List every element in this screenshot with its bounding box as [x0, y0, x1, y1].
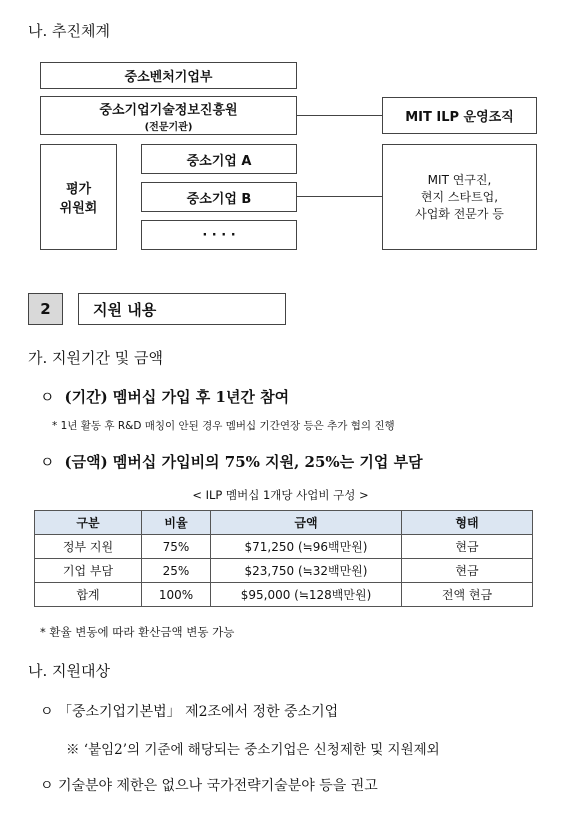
table-caption: < ILP 멤버십 1개당 사업비 구성 > [192, 488, 369, 502]
table-row [35, 583, 533, 607]
target-item-sme-law: ㅇ 「중소기업기본법」 제2조에서 정한 중소기업 [40, 704, 339, 720]
table-row [35, 535, 533, 559]
period-note: * 1년 활동 후 R&D 매칭이 안된 경우 멤버십 기간연장 등은 추가 협의 진행 [52, 420, 395, 432]
section-number-badge: 2 [28, 293, 63, 325]
table-row [35, 559, 533, 583]
org-box-mit-detail: MIT 연구진, 현지 스타트업, 사업화 전문가 등 [382, 144, 537, 250]
bullet: ㅇ [40, 388, 55, 406]
table-cell: 현금 [402, 535, 533, 559]
table-cell: $95,000 (≒128백만원) [211, 583, 402, 607]
connector-companies-detail [297, 196, 382, 197]
section-title-structure: 나. 추진체계 [28, 22, 110, 40]
table-cell: 전액 현금 [402, 583, 533, 607]
org-box-ministry: 중소벤처기업부 [40, 62, 297, 89]
table-cell: $71,250 (≒96백만원) [211, 535, 402, 559]
column-header: 구분 [35, 511, 142, 535]
table-header-row [35, 511, 533, 535]
table-cell: $23,750 (≒32백만원) [211, 559, 402, 583]
org-box-mit: MIT ILP 운영조직 [382, 97, 537, 134]
org-box-company-a: 중소기업 A [141, 144, 297, 174]
connector-agency-mit [297, 115, 382, 116]
section-heading: 지원 내용 [78, 293, 286, 325]
table-cell: 합계 [35, 583, 142, 607]
table-cell: 기업 부담 [35, 559, 142, 583]
column-header: 금액 [211, 511, 402, 535]
subsection-title-target: 나. 지원대상 [28, 662, 110, 680]
budget-table [34, 510, 533, 607]
bullet: ㅇ [40, 453, 55, 471]
org-box-agency: 중소기업기술정보진흥원 (전문기관) [40, 96, 297, 135]
table-cell: 100% [142, 583, 211, 607]
org-box-company-b: 중소기업 B [141, 182, 297, 212]
amount-item: ㅇ (금액) 멤버십 가입비의 75% 지원, 25%는 기업 부담 [40, 453, 423, 471]
column-header: 형태 [402, 511, 533, 535]
org-box-more: · · · · [141, 220, 297, 250]
subsection-title-period-amount: 가. 지원기간 및 금액 [28, 349, 163, 367]
org-box-evaluation-committee: 평가 위원회 [40, 144, 117, 250]
target-item-tech-field: ㅇ 기술분야 제한은 없으나 국가전략기술분야 등을 권고 [40, 778, 378, 794]
table-cell: 정부 지원 [35, 535, 142, 559]
column-header: 비율 [142, 511, 211, 535]
exchange-rate-note: * 환율 변동에 따라 환산금액 변동 가능 [40, 625, 235, 639]
period-item: ㅇ (기간) 멤버십 가입 후 1년간 참여 [40, 388, 290, 406]
table-cell: 25% [142, 559, 211, 583]
target-exclusion-note: ※ ‘붙임2’의 기준에 해당되는 중소기업은 신청제한 및 지원제외 [66, 742, 440, 758]
table-cell: 현금 [402, 559, 533, 583]
table-cell: 75% [142, 535, 211, 559]
